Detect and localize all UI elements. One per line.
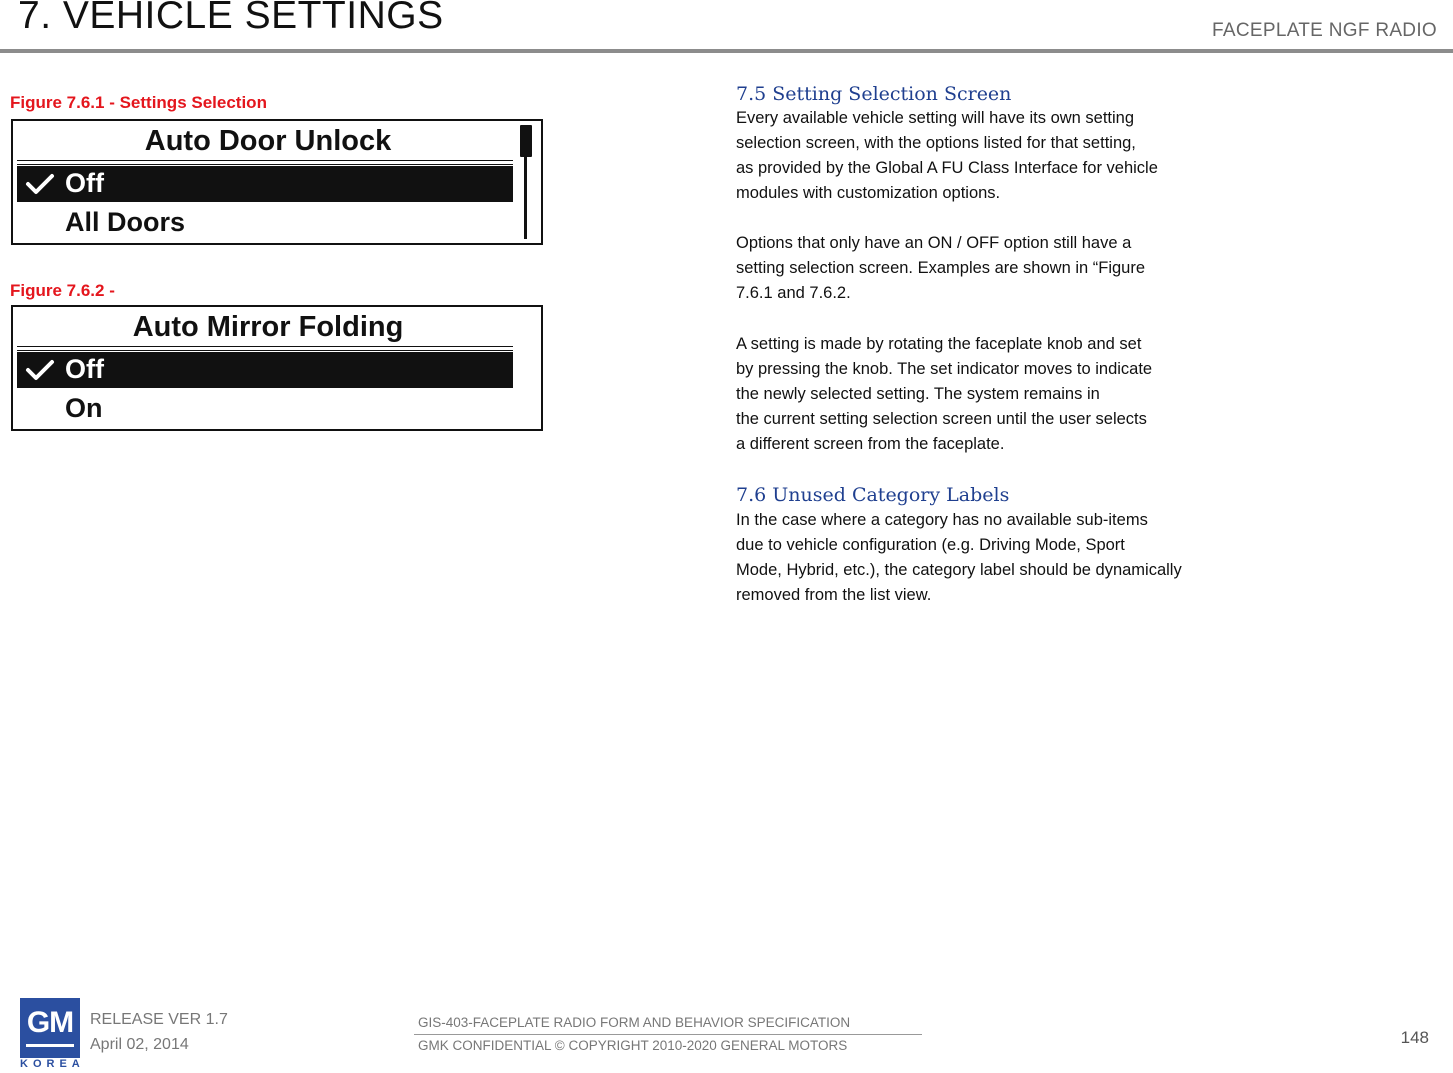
section-7-6-paragraph-1 xyxy=(736,508,1182,608)
text-line: a different screen from the faceplate. xyxy=(736,435,1005,453)
text-line: Mode, Hybrid, etc.), the category label should be dynamically xyxy=(736,561,1182,579)
text-line: A setting is made by rotating the faceplate knob and set xyxy=(736,335,1142,353)
selected-option-row[interactable] xyxy=(17,352,513,388)
check-icon xyxy=(25,358,55,382)
text-line: setting selection screen. Examples are shown in “Figure xyxy=(736,259,1146,277)
text-line: as provided by the Global A FU Class Interface for vehicle xyxy=(736,159,1158,177)
logo-text: GM xyxy=(26,1006,74,1039)
section-7-5-paragraph-1 xyxy=(736,106,1158,206)
section-heading-7-5: 7.5 Setting Selection Screen xyxy=(736,83,1012,105)
screen-divider xyxy=(17,160,513,165)
title-divider xyxy=(0,49,1453,53)
settings-screen-1 xyxy=(11,119,543,245)
option-label: Off xyxy=(65,354,104,384)
copyright-notice: GMK CONFIDENTIAL © COPYRIGHT 2010-2020 GENERAL MOTORS xyxy=(418,1038,848,1053)
page-title: 7. VEHICLE SETTINGS xyxy=(18,0,444,37)
text-line: removed from the list view. xyxy=(736,586,932,604)
footer-divider xyxy=(414,1034,922,1035)
document-label: FACEPLATE NGF RADIO xyxy=(1212,20,1437,41)
settings-screen-2 xyxy=(11,305,543,431)
selected-option-row[interactable] xyxy=(17,166,513,202)
text-line: Options that only have an ON / OFF option still have a xyxy=(736,234,1132,252)
section-7-5-paragraph-3 xyxy=(736,332,1152,457)
text-line: by pressing the knob. The set indicator moves to indicate xyxy=(736,360,1153,378)
option-label: Off xyxy=(65,168,104,198)
option-row[interactable]: All Doors xyxy=(65,207,186,237)
check-icon xyxy=(25,172,55,196)
text-line: 7.6.1 and 7.6.2. xyxy=(736,284,851,302)
scrollbar-track xyxy=(524,125,527,239)
screen-title: Auto Mirror Folding xyxy=(132,311,404,343)
spec-title: GIS-403-FACEPLATE RADIO FORM AND BEHAVIOR SPECIFICATION xyxy=(418,1015,851,1030)
section-heading-7-6: 7.6 Unused Category Labels xyxy=(736,484,1010,506)
text-line: due to vehicle configuration (e.g. Driving Mode, Sport xyxy=(736,536,1125,554)
text-line: the newly selected setting. The system remains in xyxy=(736,385,1100,403)
text-line: Every available vehicle setting will have its own setting xyxy=(736,109,1135,127)
figure-caption-2: Figure 7.6.2 - xyxy=(10,281,115,300)
text-line: modules with customization options. xyxy=(736,184,1001,202)
text-line: In the case where a category has no available sub-items xyxy=(736,511,1148,529)
logo-korea-text: KOREA xyxy=(20,1058,85,1070)
screen-title: Auto Door Unlock xyxy=(144,125,392,157)
text-line: selection screen, with the options listed for that setting, xyxy=(736,134,1136,152)
gm-korea-logo xyxy=(20,998,80,1058)
release-version: RELEASE VER 1.7 xyxy=(90,1011,228,1028)
screen-divider xyxy=(17,346,513,351)
option-row[interactable]: On xyxy=(65,393,103,423)
section-7-5-paragraph-2 xyxy=(736,231,1145,306)
page-number: 148 xyxy=(1400,1028,1429,1047)
release-date: April 02, 2014 xyxy=(90,1036,189,1053)
logo-bar xyxy=(26,1044,74,1047)
text-line: the current setting selection screen until the user selects xyxy=(736,410,1147,428)
figure-caption-1: Figure 7.6.1 - Settings Selection xyxy=(10,93,267,112)
